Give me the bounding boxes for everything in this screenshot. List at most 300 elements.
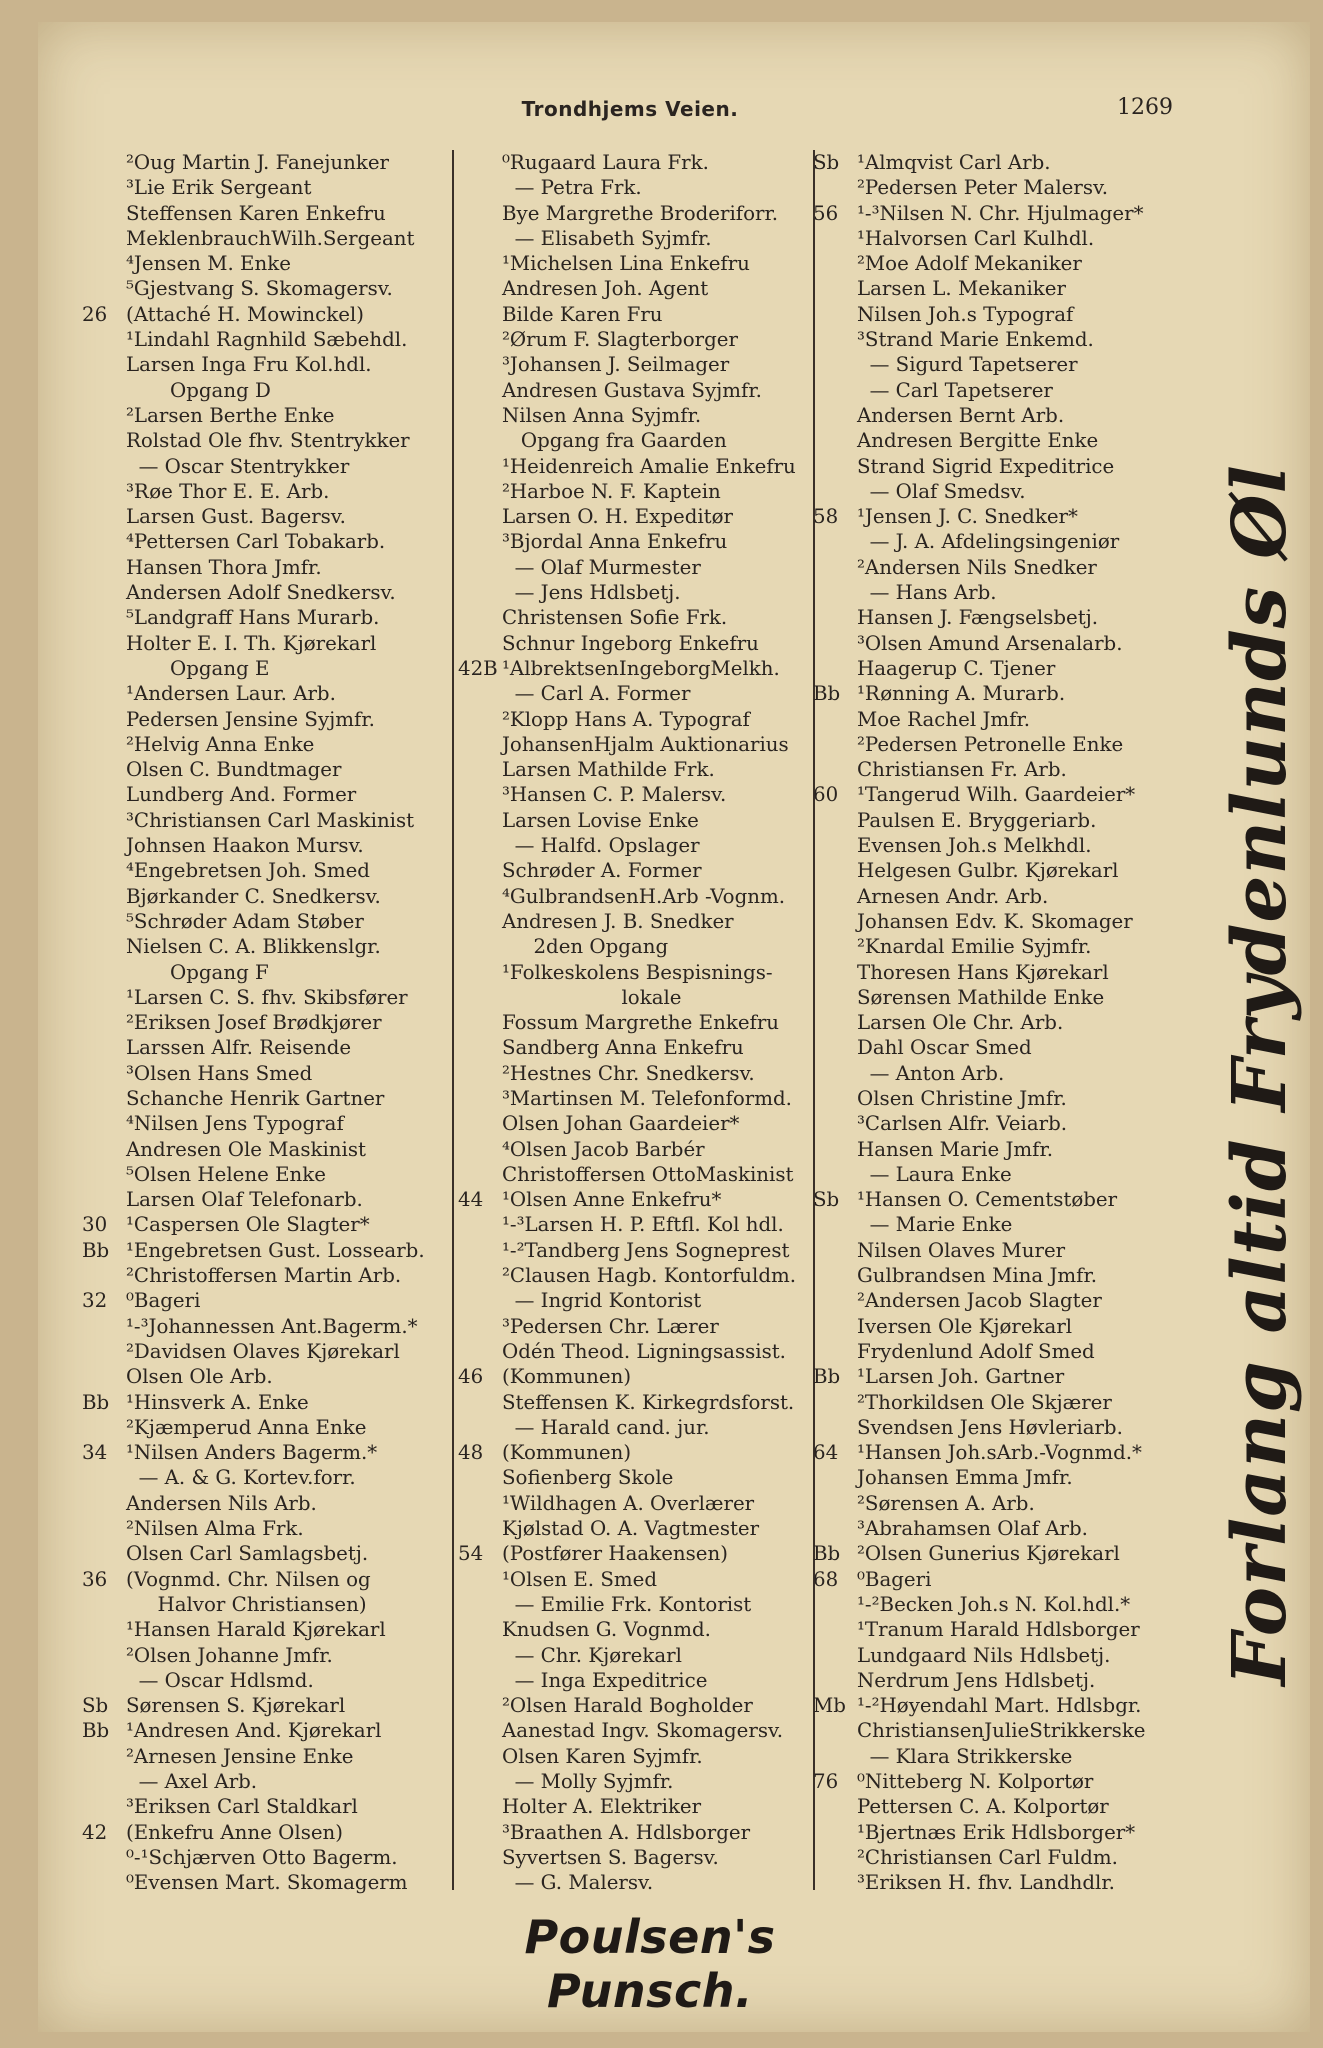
- directory-entry: [813, 909, 1188, 934]
- resident-text: Nielsen C. A. Blikkenslgr.: [126, 935, 381, 959]
- resident-text: Pedersen Jensine Syjmfr.: [126, 707, 375, 731]
- resident-text: ³Christiansen Carl Maskinist: [126, 808, 415, 832]
- directory-entry: [813, 327, 1188, 352]
- directory-entry: [458, 1491, 814, 1516]
- resident-text: — Carl A. Former: [502, 682, 691, 706]
- resident-text: Schnur Ingeborg Enkefru: [502, 631, 759, 655]
- directory-entry: [813, 175, 1188, 200]
- resident-text: Larsen Mathilde Frk.: [502, 758, 715, 782]
- resident-text: ³Olsen Amund Arsenalarb.: [857, 631, 1123, 655]
- resident-text: ChristiansenJulieStrikkerske: [857, 1719, 1146, 1743]
- resident-text: Nilsen Olaves Murer: [857, 1238, 1066, 1262]
- resident-text: Andresen J. B. Snedker: [502, 909, 734, 933]
- resident-text: — Oscar Hdlsmd.: [126, 1668, 314, 1692]
- directory-entry: [82, 1794, 452, 1819]
- resident-text: Schrøder A. Former: [502, 859, 702, 883]
- resident-text: ¹-³Larsen H. P. Eftfl. Kol hdl.: [502, 1213, 784, 1237]
- directory-entry: [813, 1339, 1188, 1364]
- directory-entry: [82, 1288, 452, 1313]
- resident-text: Andresen Joh. Agent: [502, 277, 709, 301]
- directory-entry: [458, 226, 814, 251]
- house-number: Sb: [82, 1694, 109, 1718]
- house-number: 58: [813, 505, 839, 529]
- resident-text: ²Hestnes Chr. Snedkersv.: [502, 1061, 755, 1085]
- resident-text: ¹-²Tandberg Jens Sogneprest: [502, 1238, 790, 1262]
- directory-entry: [82, 1339, 452, 1364]
- resident-text: ¹Almqvist Carl Arb.: [857, 151, 1051, 174]
- resident-text: — Emilie Frk. Kontorist: [502, 1592, 752, 1616]
- resident-text: Opgang fra Gaarden: [502, 429, 727, 453]
- resident-text: ²Thorkildsen Ole Skjærer: [857, 1390, 1112, 1414]
- resident-text: (Postfører Haakensen): [502, 1542, 728, 1566]
- directory-entry: [458, 352, 814, 377]
- resident-text: ³Strand Marie Enkemd.: [857, 328, 1094, 352]
- directory-entry: [813, 732, 1188, 757]
- directory-entry: [813, 1010, 1188, 1035]
- directory-entry: [458, 251, 814, 276]
- house-number: Sb: [813, 151, 840, 174]
- directory-entry: [458, 1364, 814, 1389]
- resident-text: Strand Sigrid Expeditrice: [857, 454, 1115, 478]
- directory-entry: [458, 681, 814, 706]
- resident-text: ¹Jensen J. C. Snedker*: [857, 505, 1078, 529]
- directory-entry: [82, 1845, 452, 1870]
- resident-text: Olsen Carl Samlagsbetj.: [126, 1542, 369, 1566]
- resident-text: ¹Larsen C. S. fhv. Skibsfører: [126, 985, 408, 1009]
- directory-entry: [458, 985, 814, 1010]
- directory-entry: [82, 1491, 452, 1516]
- resident-text: Sandberg Anna Enkefru: [502, 1036, 744, 1060]
- resident-text: ³Braathen A. Hdlsborger: [502, 1820, 751, 1844]
- resident-text: ³Pedersen Chr. Lærer: [502, 1314, 719, 1338]
- resident-text: ²Andersen Jacob Slagter: [857, 1289, 1102, 1313]
- directory-entry: [82, 1668, 452, 1693]
- resident-text: ¹Rønning A. Murarb.: [857, 682, 1066, 706]
- directory-entry: [813, 1288, 1188, 1313]
- resident-text: Johansen Emma Jmfr.: [857, 1466, 1073, 1490]
- directory-entry: [458, 605, 814, 630]
- directory-entry: [82, 1592, 452, 1617]
- directory-entry: [813, 150, 1188, 175]
- directory-entry: [813, 808, 1188, 833]
- resident-text: Pettersen C. A. Kolportør: [857, 1795, 1109, 1819]
- resident-text: Haagerup C. Tjener: [857, 656, 1056, 680]
- directory-entry: [458, 302, 814, 327]
- directory-entry: [82, 1516, 452, 1541]
- directory-entry: [458, 1390, 814, 1415]
- directory-entry: [458, 1516, 814, 1541]
- resident-text: Bjørkander C. Snedkersv.: [126, 884, 381, 908]
- resident-text: ²Moe Adolf Mekaniker: [857, 252, 1082, 276]
- directory-entry: [458, 1187, 814, 1212]
- resident-text: ²Pedersen Peter Malersv.: [857, 176, 1109, 200]
- directory-entry: [458, 555, 814, 580]
- resident-text: (Kommunen): [502, 1441, 632, 1465]
- resident-text: Gulbrandsen Mina Jmfr.: [857, 1264, 1098, 1288]
- house-number: 36: [82, 1567, 108, 1591]
- directory-entry: [813, 226, 1188, 251]
- directory-entry: [813, 681, 1188, 706]
- directory-entry: [458, 1061, 814, 1086]
- directory-entry: [813, 858, 1188, 883]
- directory-entry: [458, 1263, 814, 1288]
- house-number: 26: [82, 302, 108, 326]
- resident-text: — Harald cand. jur.: [502, 1415, 710, 1439]
- resident-text: — Inga Expeditrice: [502, 1668, 708, 1692]
- directory-entry: [813, 555, 1188, 580]
- directory-entry: [813, 580, 1188, 605]
- house-number: 60: [813, 783, 839, 807]
- resident-text: — Jens Hdlsbetj.: [502, 581, 681, 605]
- directory-entry: [82, 276, 452, 301]
- directory-entry: [82, 479, 452, 504]
- directory-entry: [82, 605, 452, 630]
- resident-text: — Molly Syjmfr.: [502, 1770, 674, 1793]
- directory-entry: [458, 1162, 814, 1187]
- directory-entry: [458, 504, 814, 529]
- resident-text: Sørensen Mathilde Enke: [857, 985, 1105, 1009]
- resident-text: Sofienberg Skole: [502, 1466, 674, 1490]
- resident-text: Larsen Gust. Bagersv.: [126, 505, 346, 529]
- resident-text: Larsen Olaf Telefonarb.: [126, 1188, 363, 1212]
- resident-text: Andersen Nils Arb.: [126, 1491, 317, 1515]
- directory-entry: [82, 1693, 452, 1718]
- directory-entry: [82, 1643, 452, 1668]
- resident-text: ³Bjordal Anna Enkefru: [502, 530, 728, 554]
- resident-text: Larsen Ole Chr. Arb.: [857, 1011, 1064, 1035]
- resident-text: ²Klopp Hans A. Typograf: [502, 707, 750, 731]
- column-divider: [452, 150, 454, 1890]
- directory-entry: [458, 1339, 814, 1364]
- resident-text: Opgang D: [126, 378, 271, 402]
- house-number: 64: [813, 1441, 839, 1465]
- resident-text: — Sigurd Tapetserer: [857, 353, 1078, 377]
- resident-text: Knudsen G. Vognmd.: [502, 1618, 711, 1642]
- directory-entry: [458, 732, 814, 757]
- resident-text: (Kommunen): [502, 1365, 632, 1389]
- directory-entry: [813, 378, 1188, 403]
- directory-entry: [458, 1794, 814, 1819]
- directory-entry: [82, 1567, 452, 1592]
- directory-entry: [82, 858, 452, 883]
- resident-text: ²Larsen Berthe Enke: [126, 403, 335, 427]
- directory-entry: [82, 555, 452, 580]
- directory-entry: [458, 1111, 814, 1136]
- directory-entry: [82, 1718, 452, 1743]
- directory-entry: [82, 782, 452, 807]
- resident-text: Olsen Johan Gaardeier*: [502, 1112, 740, 1136]
- directory-entry: [458, 934, 814, 959]
- directory-entry: [458, 1744, 814, 1769]
- directory-entry: [458, 1592, 814, 1617]
- directory-entry: [813, 1744, 1188, 1769]
- house-number: 76: [813, 1770, 839, 1793]
- resident-text: ⁴Engebretsen Joh. Smed: [126, 859, 370, 883]
- resident-text: Olsen Karen Syjmfr.: [502, 1744, 703, 1768]
- directory-entry: [813, 1162, 1188, 1187]
- resident-text: ¹Folkeskolens Bespisnings-: [502, 960, 773, 984]
- resident-text: Nerdrum Jens Hdlsbetj.: [857, 1668, 1096, 1692]
- directory-entry: [813, 428, 1188, 453]
- directory-entry: [813, 1643, 1188, 1668]
- directory-entry: [813, 1086, 1188, 1111]
- directory-entry: [82, 1820, 452, 1845]
- directory-entry: [458, 276, 814, 301]
- directory-entry: [458, 1567, 814, 1592]
- resident-text: ⁵Schrøder Adam Støber: [126, 909, 364, 933]
- resident-text: Halvor Christiansen): [126, 1592, 367, 1616]
- resident-text: Lundberg And. Former: [126, 783, 357, 807]
- directory-entry: [458, 454, 814, 479]
- directory-entry: [82, 1870, 452, 1895]
- directory-entry: [813, 529, 1188, 554]
- directory-entry: [82, 1162, 452, 1187]
- resident-text: ¹Michelsen Lina Enkefru: [502, 252, 750, 276]
- directory-entry: [813, 1617, 1188, 1642]
- house-number: Bb: [813, 1542, 841, 1566]
- resident-text: ²Nilsen Alma Frk.: [126, 1517, 304, 1541]
- directory-entry: [82, 150, 452, 175]
- resident-text: ²Harboe N. F. Kaptein: [502, 479, 721, 503]
- directory-entry: [813, 1137, 1188, 1162]
- resident-text: ²Ørum F. Slagterborger: [502, 328, 738, 352]
- resident-text: — Marie Enke: [857, 1213, 1013, 1237]
- directory-entry: [813, 1567, 1188, 1592]
- resident-text: ³Lie Erik Sergeant: [126, 176, 312, 200]
- resident-text: ²Christoffersen Martin Arb.: [126, 1264, 402, 1288]
- resident-text: ²Clausen Hagb. Kontorfuldm.: [502, 1264, 797, 1288]
- resident-text: lokale: [502, 985, 682, 1009]
- directory-entry: [82, 1035, 452, 1060]
- resident-text: ²Olsen Johanne Jmfr.: [126, 1643, 333, 1667]
- resident-text: — Halfd. Opslager: [502, 834, 700, 858]
- house-number: 44: [458, 1188, 484, 1212]
- resident-text: ²Kjæmperud Anna Enke: [126, 1415, 367, 1439]
- directory-entry: [813, 302, 1188, 327]
- house-number: 54: [458, 1542, 484, 1566]
- directory-entry: [82, 1010, 452, 1035]
- resident-text: ²Sørensen A. Arb.: [857, 1491, 1035, 1515]
- resident-text: ¹Nilsen Anders Bagerm.*: [126, 1441, 378, 1465]
- resident-text: ¹Olsen Anne Enkefru*: [502, 1188, 722, 1212]
- resident-text: ²Andersen Nils Snedker: [857, 555, 1097, 579]
- directory-entry: [82, 327, 452, 352]
- resident-text: ⁰Evensen Mart. Skomagerm: [126, 1871, 408, 1895]
- resident-text: ⁵Landgraff Hans Murarb.: [126, 606, 380, 630]
- directory-entry: [458, 1137, 814, 1162]
- resident-text: ¹-³Nilsen N. Chr. Hjulmager*: [857, 201, 1144, 225]
- resident-text: Bilde Karen Fru: [502, 302, 663, 326]
- resident-text: Steffensen K. Kirkegrdsforst.: [502, 1390, 795, 1414]
- directory-entry: [458, 150, 814, 175]
- directory-entry: [82, 428, 452, 453]
- directory-column-3: [813, 150, 1188, 1895]
- directory-entry: [813, 1718, 1188, 1743]
- resident-text: JohansenHjalm Auktionarius: [502, 732, 789, 756]
- resident-text: Steffensen Karen Enkefru: [126, 201, 386, 225]
- resident-text: ⁵Gjestvang S. Skomagersv.: [126, 277, 393, 301]
- resident-text: ⁰Bageri: [126, 1289, 201, 1313]
- footer-advertisement: Poulsen's Punsch.: [524, 1910, 776, 2018]
- directory-entry: [82, 352, 452, 377]
- resident-text: Opgang E: [126, 656, 270, 680]
- resident-text: Christoffersen OttoMaskinist: [502, 1162, 794, 1186]
- directory-entry: [82, 529, 452, 554]
- resident-text: ¹Halvorsen Carl Kulhdl.: [857, 226, 1095, 250]
- directory-entry: [458, 833, 814, 858]
- resident-text: Svendsen Jens Høvleriarb.: [857, 1415, 1123, 1439]
- house-number: 46: [458, 1365, 484, 1389]
- directory-entry: [813, 403, 1188, 428]
- resident-text: (Attaché H. Mowinckel): [126, 302, 364, 326]
- resident-text: ¹Tranum Harald Hdlsborger: [857, 1618, 1140, 1642]
- directory-entry: [813, 985, 1188, 1010]
- resident-text: Johnsen Haakon Mursv.: [126, 834, 364, 858]
- resident-text: ¹Larsen Joh. Gartner: [857, 1365, 1065, 1389]
- resident-text: ²Davidsen Olaves Kjørekarl: [126, 1339, 400, 1363]
- directory-entry: [813, 1390, 1188, 1415]
- directory-entry: [458, 428, 814, 453]
- resident-text: Dahl Oscar Smed: [857, 1036, 1032, 1060]
- directory-entry: [813, 707, 1188, 732]
- resident-text: — Ingrid Kontorist: [502, 1289, 702, 1313]
- resident-text: ³Olsen Hans Smed: [126, 1061, 313, 1085]
- directory-entry: [82, 707, 452, 732]
- resident-text: Syvertsen S. Bagersv.: [502, 1845, 719, 1869]
- directory-entry: [813, 1541, 1188, 1566]
- house-number: Bb: [813, 1365, 841, 1389]
- page-title: Trondhjems Veien.: [521, 97, 739, 121]
- resident-text: Lundgaard Nils Hdlsbetj.: [857, 1643, 1111, 1667]
- house-number: Bb: [82, 1390, 110, 1414]
- resident-text: — G. Malersv.: [502, 1871, 654, 1895]
- directory-entry: [82, 934, 452, 959]
- resident-text: — Olaf Murmester: [502, 555, 701, 579]
- resident-text: — Petra Frk.: [502, 176, 642, 200]
- directory-entry: [82, 1440, 452, 1465]
- directory-entry: [458, 1718, 814, 1743]
- directory-entry: [813, 1415, 1188, 1440]
- directory-entry: [458, 631, 814, 656]
- directory-entry: [458, 1086, 814, 1111]
- directory-entry: [813, 1263, 1188, 1288]
- resident-text: ²Oug Martin J. Fanejunker: [126, 151, 389, 174]
- directory-entry: [813, 1794, 1188, 1819]
- directory-entry: [813, 757, 1188, 782]
- resident-text: Larsen Inga Fru Kol.hdl.: [126, 353, 372, 377]
- directory-column-1: [82, 150, 452, 1895]
- resident-text: Thoresen Hans Kjørekarl: [857, 960, 1109, 984]
- directory-entry: [458, 808, 814, 833]
- resident-text: — J. A. Afdelingsingeniør: [857, 530, 1120, 554]
- directory-entry: [82, 454, 452, 479]
- directory-entry: [458, 1288, 814, 1313]
- resident-text: 2den Opgang: [502, 935, 669, 959]
- resident-text: ³Johansen J. Seilmager: [502, 353, 730, 377]
- directory-entry: [813, 1769, 1188, 1794]
- resident-text: Olsen C. Bundtmager: [126, 758, 342, 782]
- resident-text: ²Arnesen Jensine Enke: [126, 1744, 354, 1768]
- directory-entry: [82, 833, 452, 858]
- directory-entry: [458, 1465, 814, 1490]
- house-number: Bb: [82, 1719, 110, 1743]
- directory-entry: [458, 1769, 814, 1794]
- directory-entry: [82, 985, 452, 1010]
- directory-entry: [82, 1212, 452, 1237]
- resident-text: Rolstad Ole fhv. Stentrykker: [126, 429, 410, 453]
- resident-text: Arnesen Andr. Arb.: [857, 884, 1049, 908]
- directory-entry: [82, 1061, 452, 1086]
- directory-entry: [813, 782, 1188, 807]
- directory-entry: [813, 605, 1188, 630]
- directory-entry: [82, 580, 452, 605]
- directory-entry: [458, 960, 814, 985]
- directory-entry: [813, 1870, 1188, 1895]
- directory-entry: [813, 479, 1188, 504]
- directory-entry: [82, 884, 452, 909]
- directory-entry: [813, 1364, 1188, 1389]
- resident-text: ⁴Jensen M. Enke: [126, 252, 291, 276]
- side-advertisement-text: Forlang altid Frydenlunds Øl: [1217, 464, 1303, 1686]
- directory-entry: [82, 1769, 452, 1794]
- resident-text: Aanestad Ingv. Skomagersv.: [502, 1719, 784, 1743]
- directory-entry: [82, 631, 452, 656]
- resident-text: ¹Heidenreich Amalie Enkefru: [502, 454, 796, 478]
- resident-text: Larsen Lovise Enke: [502, 808, 699, 832]
- resident-text: Paulsen E. Bryggeriarb.: [857, 808, 1097, 832]
- directory-entry: [813, 1491, 1188, 1516]
- resident-text: ³Eriksen Carl Staldkarl: [126, 1795, 358, 1819]
- resident-text: ²Olsen Harald Bogholder: [502, 1694, 753, 1718]
- resident-text: ²Olsen Gunerius Kjørekarl: [857, 1542, 1120, 1566]
- house-number: 42B: [458, 656, 498, 680]
- directory-entry: [82, 1465, 452, 1490]
- resident-text: Bye Margrethe Broderiforr.: [502, 201, 779, 225]
- directory-entry: [813, 1465, 1188, 1490]
- directory-entry: [82, 226, 452, 251]
- resident-text: — Anton Arb.: [857, 1061, 1005, 1085]
- resident-text: Christiansen Fr. Arb.: [857, 758, 1067, 782]
- resident-text: ⁰-¹Schjærven Otto Bagerm.: [126, 1845, 398, 1869]
- resident-text: ⁴Pettersen Carl Tobakarb.: [126, 530, 386, 554]
- directory-entry: [458, 1440, 814, 1465]
- resident-text: ¹Hansen Harald Kjørekarl: [126, 1618, 386, 1642]
- directory-entry: [82, 1390, 452, 1415]
- directory-entry: [458, 1820, 814, 1845]
- directory-entry: [458, 707, 814, 732]
- house-number: 32: [82, 1289, 108, 1313]
- directory-entry: [458, 378, 814, 403]
- directory-entry: [82, 1314, 452, 1339]
- directory-entry: [458, 403, 814, 428]
- resident-text: ⁴Olsen Jacob Barbér: [502, 1137, 705, 1161]
- resident-text: ³Eriksen H. fhv. Landhdlr.: [857, 1871, 1115, 1895]
- resident-text: ¹Tangerud Wilh. Gaardeier*: [857, 783, 1136, 807]
- resident-text: Frydenlund Adolf Smed: [857, 1339, 1095, 1363]
- resident-text: — Oscar Stentrykker: [126, 454, 350, 478]
- resident-text: — Laura Enke: [857, 1162, 1012, 1186]
- resident-text: ³Carlsen Alfr. Veiarb.: [857, 1112, 1068, 1136]
- directory-entry: [458, 1617, 814, 1642]
- directory-entry: [458, 1668, 814, 1693]
- resident-text: (Enkefru Anne Olsen): [126, 1820, 344, 1844]
- resident-text: ¹Andersen Laur. Arb.: [126, 682, 336, 706]
- resident-text: Olsen Ole Arb.: [126, 1365, 273, 1389]
- resident-text: ³Martinsen M. Telefonformd.: [502, 1086, 792, 1110]
- resident-text: Hansen Marie Jmfr.: [857, 1137, 1054, 1161]
- house-number: Sb: [813, 1188, 840, 1212]
- directory-entry: [813, 1845, 1188, 1870]
